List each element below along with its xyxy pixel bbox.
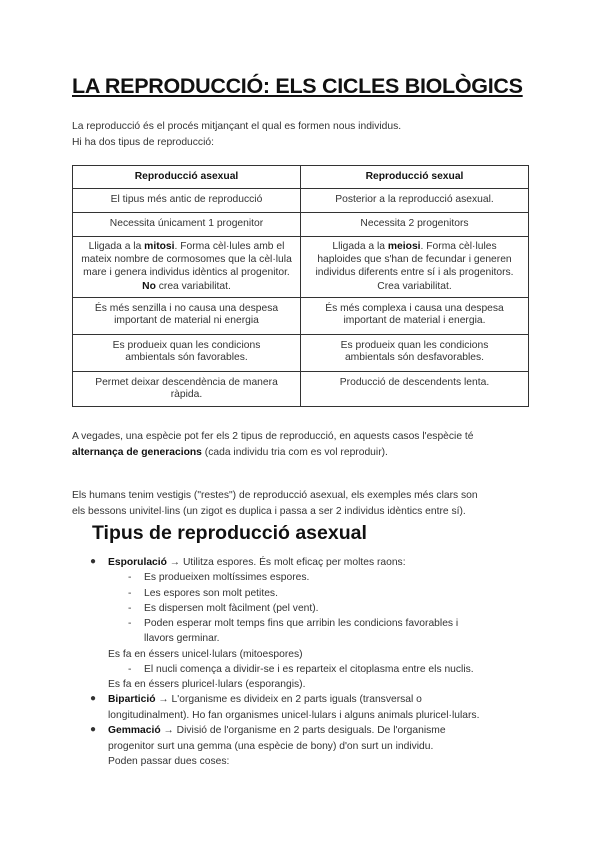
vestiges-paragraph [72,488,478,520]
paragraph-line: alternança de generacions (cada individu tria com es vol reproduir). [72,446,388,458]
list-text: longitudinalment). Ho fan organismes unicel·lulars i alguns animals pluricel·lulars. [108,710,480,721]
table-cell: Es produeix quan les condicions ambientals són favorables. [73,334,301,371]
sub-item: Es dispersen molt fàcilment (pel vent). [144,603,319,614]
dash-icon: - [128,603,132,614]
intro-paragraph [72,119,401,151]
list-text: Es fa en éssers pluricel·lulars (esporangis). [108,679,306,690]
paragraph-line: A vegades, una espècie pot fer els 2 tipus de reproducció, en aquests casos l'espècie té [72,431,474,442]
table-cell: Necessita 2 progenitors [301,213,529,237]
dash-icon: - [128,588,132,599]
sub-item: Es produeixen moltíssimes espores. [144,572,310,583]
sub-item: Les espores son molt petites. [144,588,278,599]
table-cell: És més senzilla i no causa una despesa important de material ni energia [73,297,301,334]
header-sexual: Reproducció sexual [301,166,529,189]
table-cell: Lligada a la meiosi. Forma cèl·lules haploides que s'han de fecundar i generen individus diferents entre sí i als progenitors. Crea variabilitat. [301,237,529,298]
table-cell: Necessita únicament 1 progenitor [73,213,301,237]
intro-line: La reproducció és el procés mitjançant el qual es formen nous individus. [72,121,402,132]
comparison-table [72,165,529,407]
list-item-gemmacio: Gemmació → Divisió de l'organisme en 2 parts desiguals. De l'organisme [108,725,446,736]
table-row [73,189,529,213]
bullet-icon: ● [90,693,97,704]
table-cell: És més complexa i causa una despesa important de material i energia. [301,297,529,334]
alternation-paragraph [72,429,474,461]
dash-icon: - [128,572,132,583]
intro-line: Hi ha dos tipus de reproducció: [72,136,214,148]
table-row [73,334,529,371]
dash-icon: - [128,664,132,675]
sub-item: Poden esperar molt temps fins que arribin les condicions favorables i [144,618,459,629]
list-text: Poden passar dues coses: [108,756,230,767]
paragraph-line: Els humans tenim vestigis ("restes") de reproducció asexual, els exemples més clars son [72,490,478,501]
table-row [73,297,529,334]
table-cell: Permet deixar descendència de manera ràpida. [73,371,301,406]
table-row [73,213,529,237]
bullet-icon: ● [90,724,97,735]
table-cell: Producció de descendents lenta. [301,371,529,406]
sub-item-continuation: llavors germinar. [144,633,220,644]
list-item-biparticio: Bipartició → L'organisme es divideix en 2 parts iguals (transversal o [108,694,422,705]
table-cell: Lligada a la mitosi. Forma cèl·lules amb el mateix nombre de cormosomes que la cèl·lula mare i genera individus idèntics al progenitor. No crea variabilitat. [73,237,301,298]
document-title: LA REPRODUCCIÓ: ELS CICLES BIOLÒGICS [72,74,523,98]
list-text: progenitor surt una gemma (una espècie de bony) d'on surt un individu. [108,741,434,752]
section-heading: Tipus de reproducció asexual [92,522,367,544]
table-row [73,371,529,406]
dash-icon: - [128,618,132,629]
sub-item: El nucli comença a dividir-se i es reparteix el citoplasma entre els nuclis. [144,664,474,675]
list-item-esporulacio: Esporulació → Utilitza espores. És molt eficaç per moltes raons: [108,557,406,568]
bullet-icon: ● [90,556,97,567]
table-cell: Es produeix quan les condicions ambientals són desfavorables. [301,334,529,371]
header-asexual: Reproducció asexual [73,166,301,189]
table-cell: Posterior a la reproducció asexual. [301,189,529,213]
table-row [73,237,529,298]
list-text: Es fa en éssers unicel·lulars (mitoespores) [108,649,303,660]
paragraph-line: els bessons univitel·lins (un zigot es duplica i passa a ser 2 individus idèntics entre sí). [72,505,466,517]
table-cell: El tipus més antic de reproducció [73,189,301,213]
table-header-row [73,166,529,189]
